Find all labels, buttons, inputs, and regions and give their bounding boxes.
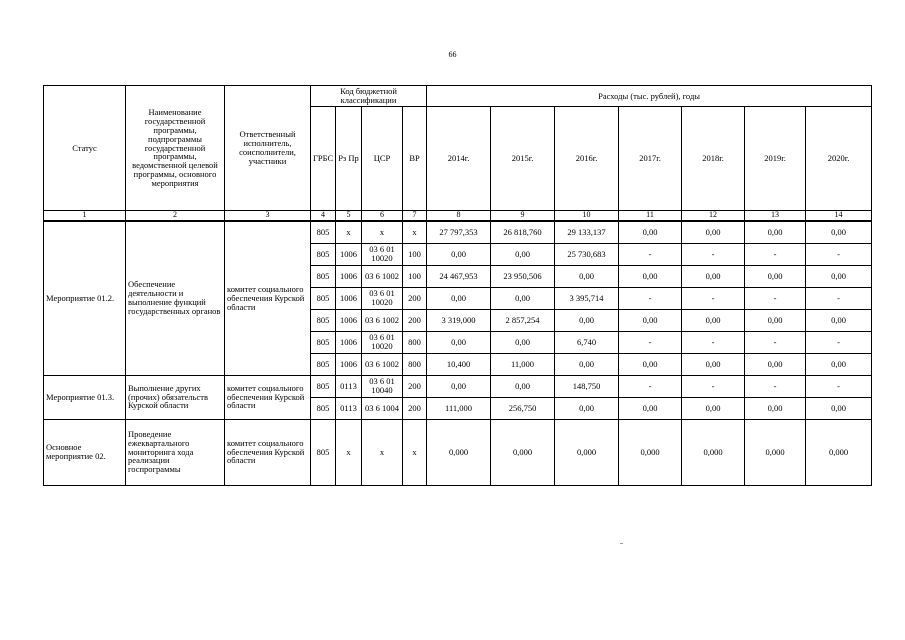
value-cell: - <box>682 243 745 265</box>
rzpr-cell: 0113 <box>336 397 362 419</box>
rzpr-cell: 1006 <box>336 331 362 353</box>
vr-cell: 200 <box>403 397 427 419</box>
csr-cell: 03 6 1002 <box>362 265 403 287</box>
grbs-cell: 805 <box>311 309 336 331</box>
responsible-header: Ответственный исполнитель, соисполнители, участники <box>225 86 311 211</box>
csr-cell: 03 6 1002 <box>362 353 403 375</box>
value-cell: 0,000 <box>427 419 491 485</box>
value-cell: 3 319,000 <box>427 309 491 331</box>
vr-cell: 100 <box>403 265 427 287</box>
value-cell: 0,00 <box>682 309 745 331</box>
value-cell: 256,750 <box>491 397 555 419</box>
expenses-header: Расходы (тыс. рублей), годы <box>427 86 872 107</box>
value-cell: 148,750 <box>555 375 619 397</box>
name-cell: Обеспечение деятельности и выполнение функций государственных органов <box>126 221 225 375</box>
csr-cell: 03 6 01 10040 <box>362 375 403 397</box>
value-cell: 0,000 <box>619 419 682 485</box>
value-cell: 0,00 <box>491 287 555 309</box>
value-cell: 0,00 <box>491 243 555 265</box>
value-cell: 0,00 <box>745 353 806 375</box>
value-cell: 0,00 <box>745 397 806 419</box>
value-cell: 0,00 <box>555 397 619 419</box>
value-cell: 0,00 <box>806 309 872 331</box>
value-cell: 0,00 <box>555 265 619 287</box>
value-cell: - <box>745 287 806 309</box>
responsible-cell: комитет социального обеспечения Курской области <box>225 221 311 375</box>
value-cell: 111,000 <box>427 397 491 419</box>
value-cell: 0,00 <box>491 331 555 353</box>
column-number: 8 <box>427 211 491 222</box>
responsible-cell: комитет социального обеспечения Курской области <box>225 419 311 485</box>
rzpr-cell: 1006 <box>336 265 362 287</box>
vr-cell: 800 <box>403 331 427 353</box>
status-cell: Основное мероприятие 02. <box>44 419 126 485</box>
value-cell: 3 395,714 <box>555 287 619 309</box>
value-cell: 0,00 <box>427 331 491 353</box>
value-cell: - <box>745 375 806 397</box>
value-cell: 0,00 <box>745 265 806 287</box>
value-cell: 0,00 <box>806 397 872 419</box>
value-cell: - <box>806 243 872 265</box>
grbs-cell: 805 <box>311 419 336 485</box>
page-number: 66 <box>448 50 457 59</box>
value-cell: 0,00 <box>619 397 682 419</box>
value-cell: - <box>619 331 682 353</box>
year-header: 2020г. <box>806 107 872 211</box>
csr-cell: 03 6 01 10020 <box>362 243 403 265</box>
csr-cell: х <box>362 221 403 243</box>
value-cell: 0,00 <box>555 309 619 331</box>
value-cell: 0,00 <box>427 287 491 309</box>
value-cell: - <box>619 375 682 397</box>
rzpr-cell: 1006 <box>336 309 362 331</box>
responsible-cell: комитет социального обеспечения Курской области <box>225 375 311 419</box>
vr-cell: х <box>403 419 427 485</box>
value-cell: 0,00 <box>619 221 682 243</box>
vr-cell: 100 <box>403 243 427 265</box>
scan-artifact <box>620 543 623 544</box>
column-number: 3 <box>225 211 311 222</box>
year-header: 2019г. <box>745 107 806 211</box>
table-row <box>44 221 872 243</box>
value-cell: - <box>806 331 872 353</box>
vr-cell: 200 <box>403 375 427 397</box>
value-cell: 10,400 <box>427 353 491 375</box>
budget-table <box>43 85 872 486</box>
value-cell: 0,00 <box>682 221 745 243</box>
value-cell: - <box>619 243 682 265</box>
value-cell: - <box>619 287 682 309</box>
vr-cell: 200 <box>403 287 427 309</box>
value-cell: 0,00 <box>619 309 682 331</box>
vr-cell: 200 <box>403 309 427 331</box>
rzpr-cell: х <box>336 419 362 485</box>
value-cell: 0,00 <box>682 353 745 375</box>
status-cell: Мероприятие 01.3. <box>44 375 126 419</box>
column-number: 10 <box>555 211 619 222</box>
column-number: 14 <box>806 211 872 222</box>
csr-header: ЦСР <box>362 107 403 211</box>
year-header: 2018г. <box>682 107 745 211</box>
value-cell: 0,00 <box>619 353 682 375</box>
column-number-row <box>44 211 872 222</box>
value-cell: - <box>806 287 872 309</box>
status-cell: Мероприятие 01.2. <box>44 221 126 375</box>
column-number: 13 <box>745 211 806 222</box>
csr-cell: 03 6 01 10020 <box>362 287 403 309</box>
table-row <box>44 375 872 397</box>
rzpr-header: Рз Пр <box>336 107 362 211</box>
value-cell: 0,00 <box>682 397 745 419</box>
value-cell: - <box>806 375 872 397</box>
grbs-cell: 805 <box>311 287 336 309</box>
column-number: 6 <box>362 211 403 222</box>
value-cell: 26 818,760 <box>491 221 555 243</box>
value-cell: 0,00 <box>745 221 806 243</box>
column-number: 11 <box>619 211 682 222</box>
value-cell: 0,00 <box>806 265 872 287</box>
value-cell: 6,740 <box>555 331 619 353</box>
value-cell: - <box>682 287 745 309</box>
column-number: 2 <box>126 211 225 222</box>
column-number: 5 <box>336 211 362 222</box>
grbs-cell: 805 <box>311 331 336 353</box>
value-cell: 0,000 <box>745 419 806 485</box>
year-header: 2016г. <box>555 107 619 211</box>
value-cell: 25 730,683 <box>555 243 619 265</box>
grbs-cell: 805 <box>311 397 336 419</box>
value-cell: 11,000 <box>491 353 555 375</box>
year-header: 2017г. <box>619 107 682 211</box>
budget-code-header: Код бюджетной классификации <box>311 86 427 107</box>
rzpr-cell: 1006 <box>336 287 362 309</box>
grbs-cell: 805 <box>311 353 336 375</box>
value-cell: 0,00 <box>555 353 619 375</box>
table-row <box>44 419 872 485</box>
name-cell: Проведение ежеквартального мониторинга хода реализации госпрограммы <box>126 419 225 485</box>
value-cell: 0,000 <box>806 419 872 485</box>
vr-cell: 800 <box>403 353 427 375</box>
value-cell: 0,00 <box>806 221 872 243</box>
grbs-cell: 805 <box>311 243 336 265</box>
year-header: 2015г. <box>491 107 555 211</box>
name-cell: Выполнение других (прочих) обязательств Курской области <box>126 375 225 419</box>
status-header: Статус <box>44 86 126 211</box>
header-row-top <box>44 86 872 107</box>
rzpr-cell: 0113 <box>336 375 362 397</box>
csr-cell: 03 6 01 10020 <box>362 331 403 353</box>
grbs-cell: 805 <box>311 221 336 243</box>
value-cell: 0,00 <box>682 265 745 287</box>
value-cell: 0,00 <box>427 243 491 265</box>
value-cell: 0,00 <box>806 353 872 375</box>
grbs-cell: 805 <box>311 375 336 397</box>
value-cell: - <box>682 375 745 397</box>
rzpr-cell: 1006 <box>336 353 362 375</box>
value-cell: 27 797,353 <box>427 221 491 243</box>
value-cell: - <box>745 243 806 265</box>
value-cell: 2 857,254 <box>491 309 555 331</box>
value-cell: 0,00 <box>745 309 806 331</box>
value-cell: 29 133,137 <box>555 221 619 243</box>
value-cell: 0,00 <box>427 375 491 397</box>
column-number: 7 <box>403 211 427 222</box>
column-number: 12 <box>682 211 745 222</box>
column-number: 9 <box>491 211 555 222</box>
csr-cell: 03 6 1002 <box>362 309 403 331</box>
rzpr-cell: х <box>336 221 362 243</box>
value-cell: 24 467,953 <box>427 265 491 287</box>
value-cell: 0,000 <box>555 419 619 485</box>
column-number: 1 <box>44 211 126 222</box>
csr-cell: х <box>362 419 403 485</box>
value-cell: 0,000 <box>491 419 555 485</box>
value-cell: 0,00 <box>491 375 555 397</box>
year-header: 2014г. <box>427 107 491 211</box>
vr-cell: х <box>403 221 427 243</box>
grbs-cell: 805 <box>311 265 336 287</box>
name-header: Наименование государственной программы, подпрограммы государственной программы, ведомственной целевой программы, основного мероприятия <box>126 86 225 211</box>
rzpr-cell: 1006 <box>336 243 362 265</box>
value-cell: - <box>682 331 745 353</box>
value-cell: 0,00 <box>619 265 682 287</box>
value-cell: - <box>745 331 806 353</box>
csr-cell: 03 6 1004 <box>362 397 403 419</box>
vr-header: ВР <box>403 107 427 211</box>
column-number: 4 <box>311 211 336 222</box>
value-cell: 23 950,506 <box>491 265 555 287</box>
grbs-header: ГРБС <box>311 107 336 211</box>
value-cell: 0,000 <box>682 419 745 485</box>
